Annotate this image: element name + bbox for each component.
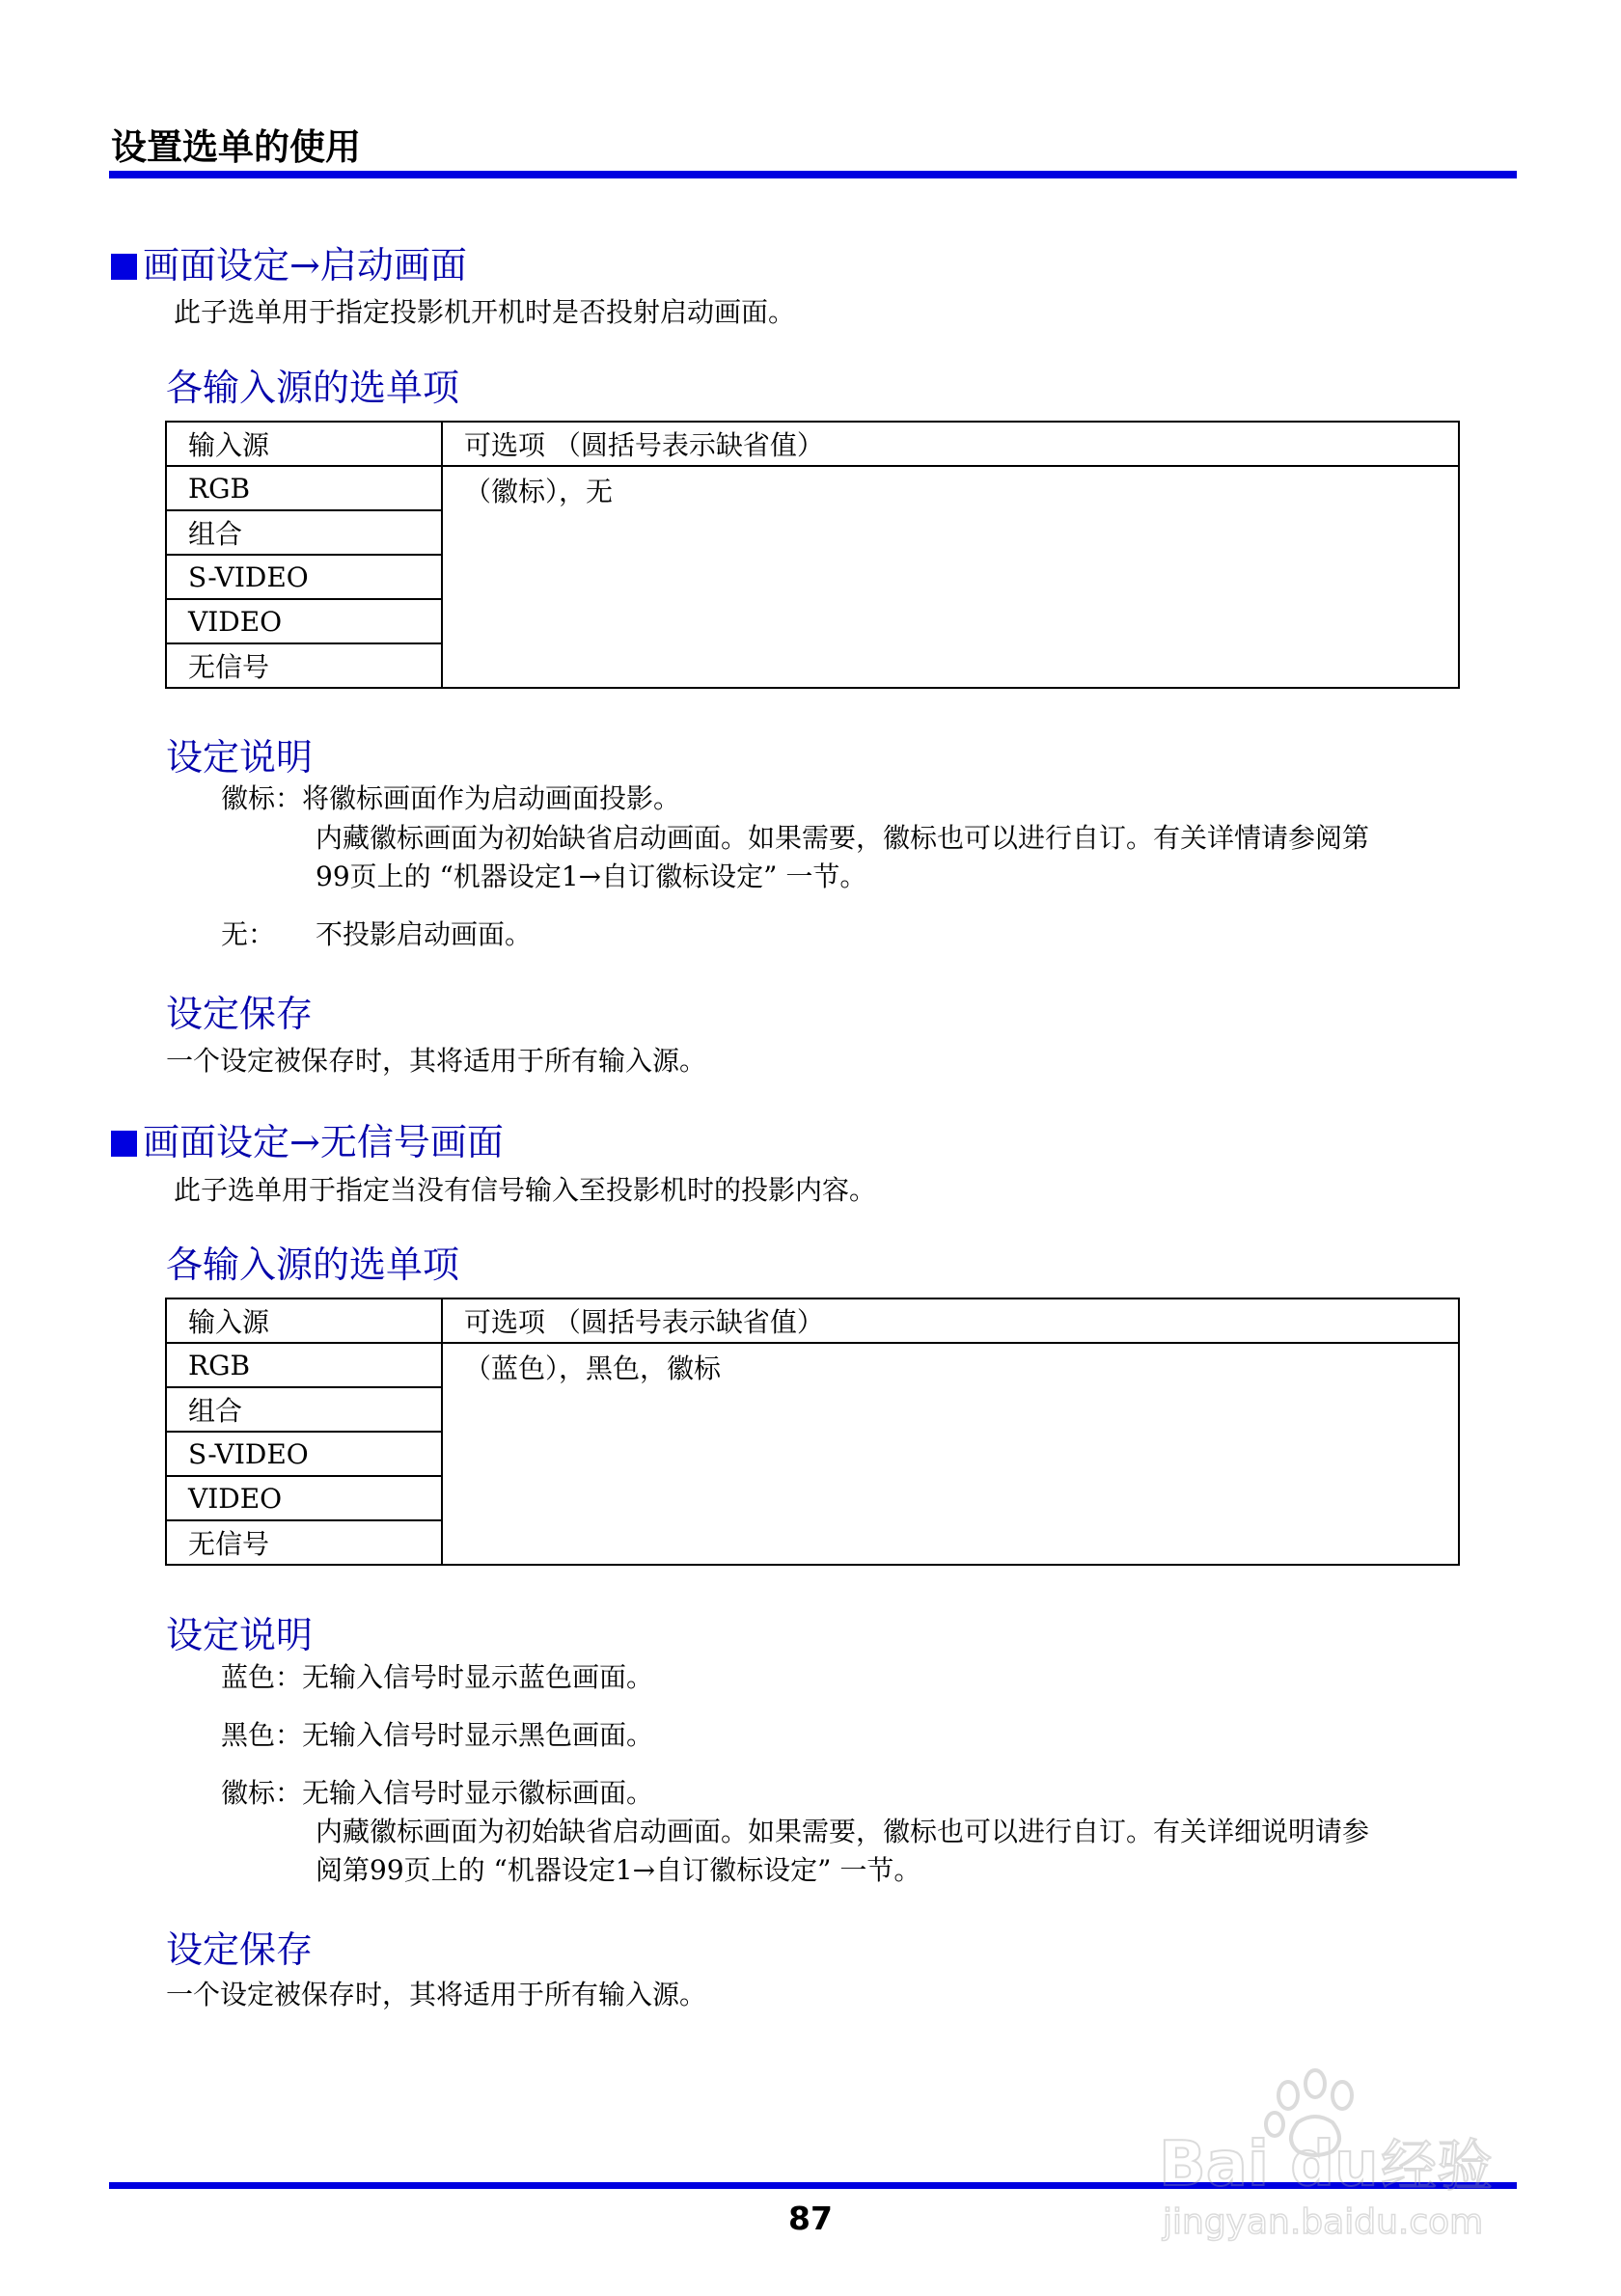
options-table bbox=[165, 1298, 1460, 1566]
save-heading: 设定保存 bbox=[166, 993, 314, 1035]
source-cell: VIDEO bbox=[166, 1476, 442, 1520]
source-cell: RGB bbox=[166, 1343, 442, 1387]
source-cell: VIDEO bbox=[166, 599, 442, 643]
description-item bbox=[221, 1715, 653, 1756]
description-continuation: 99页上的 “机器设定1→自订徽标设定” 一节。 bbox=[316, 861, 867, 892]
header-rule bbox=[109, 171, 1517, 178]
description-item bbox=[221, 915, 532, 955]
table-header-options: 可选项 （圆括号表示缺省值） bbox=[442, 422, 1459, 466]
table-heading: 各输入源的选单项 bbox=[166, 1244, 460, 1286]
section-intro: 此子选单用于指定当没有信号输入至投影机时的投影内容。 bbox=[174, 1174, 877, 1206]
section-heading-startup bbox=[111, 235, 467, 288]
source-cell: RGB bbox=[166, 466, 442, 510]
description-heading: 设定说明 bbox=[166, 1614, 314, 1656]
source-cell: 组合 bbox=[166, 510, 442, 555]
description-text: 将徽标画面作为启动画面投影。 bbox=[302, 782, 681, 814]
description-text: 无输入信号时显示蓝色画面。 bbox=[302, 1661, 654, 1693]
description-term: 徽标： bbox=[221, 1777, 303, 1809]
description-item bbox=[221, 1773, 653, 1814]
save-text: 一个设定被保存时，其将适用于所有输入源。 bbox=[166, 1045, 707, 1077]
section-heading-no-signal bbox=[111, 1112, 504, 1165]
svg-text:经验: 经验 bbox=[1381, 2133, 1494, 2199]
table-header-source: 输入源 bbox=[166, 422, 442, 466]
svg-text:jingyan.baidu.com: jingyan.baidu.com bbox=[1163, 2202, 1484, 2242]
source-cell: S-VIDEO bbox=[166, 555, 442, 599]
description-item bbox=[221, 779, 680, 819]
baidu-watermark-logo bbox=[1153, 2055, 1539, 2248]
square-bullet-icon bbox=[111, 1131, 137, 1157]
description-term: 无： bbox=[221, 918, 276, 950]
save-heading: 设定保存 bbox=[166, 1928, 314, 1971]
svg-text:Bai du: Bai du bbox=[1159, 2129, 1379, 2200]
options-cell: （徽标），无 bbox=[442, 466, 1459, 688]
source-cell: 无信号 bbox=[166, 1520, 442, 1565]
section-heading-text: 画面设定→启动画面 bbox=[143, 244, 467, 287]
options-cell: （蓝色），黑色，徽标 bbox=[442, 1343, 1459, 1565]
description-text: 无输入信号时显示徽标画面。 bbox=[302, 1777, 654, 1809]
description-heading: 设定说明 bbox=[166, 736, 314, 779]
page-header-title: 设置选单的使用 bbox=[111, 126, 361, 168]
description-continuation: 内藏徽标画面为初始缺省启动画面。如果需要，徽标也可以进行自订。有关详细说明请参 bbox=[316, 1816, 1370, 1847]
description-term: 黑色： bbox=[221, 1719, 303, 1751]
options-table bbox=[165, 421, 1460, 689]
source-cell: S-VIDEO bbox=[166, 1432, 442, 1476]
page-number: 87 bbox=[788, 2200, 833, 2237]
square-bullet-icon bbox=[111, 254, 137, 280]
description-text: 无输入信号时显示黑色画面。 bbox=[302, 1719, 654, 1751]
description-text: 不投影启动画面。 bbox=[316, 918, 533, 950]
description-term: 蓝色： bbox=[221, 1661, 303, 1693]
table-header-source: 输入源 bbox=[166, 1298, 442, 1343]
source-cell: 组合 bbox=[166, 1387, 442, 1432]
description-term: 徽标： bbox=[221, 782, 303, 814]
source-cell: 无信号 bbox=[166, 643, 442, 688]
description-continuation: 阅第99页上的 “机器设定1→自订徽标设定” 一节。 bbox=[316, 1854, 921, 1886]
description-continuation: 内藏徽标画面为初始缺省启动画面。如果需要，徽标也可以进行自订。有关详情请参阅第 bbox=[316, 822, 1370, 854]
section-heading-text: 画面设定→无信号画面 bbox=[143, 1121, 504, 1163]
description-item bbox=[221, 1657, 653, 1698]
table-header-options: 可选项 （圆括号表示缺省值） bbox=[442, 1298, 1459, 1343]
table-heading: 各输入源的选单项 bbox=[166, 367, 460, 409]
save-text: 一个设定被保存时，其将适用于所有输入源。 bbox=[166, 1979, 707, 2010]
section-intro: 此子选单用于指定投影机开机时是否投射启动画面。 bbox=[174, 296, 796, 328]
